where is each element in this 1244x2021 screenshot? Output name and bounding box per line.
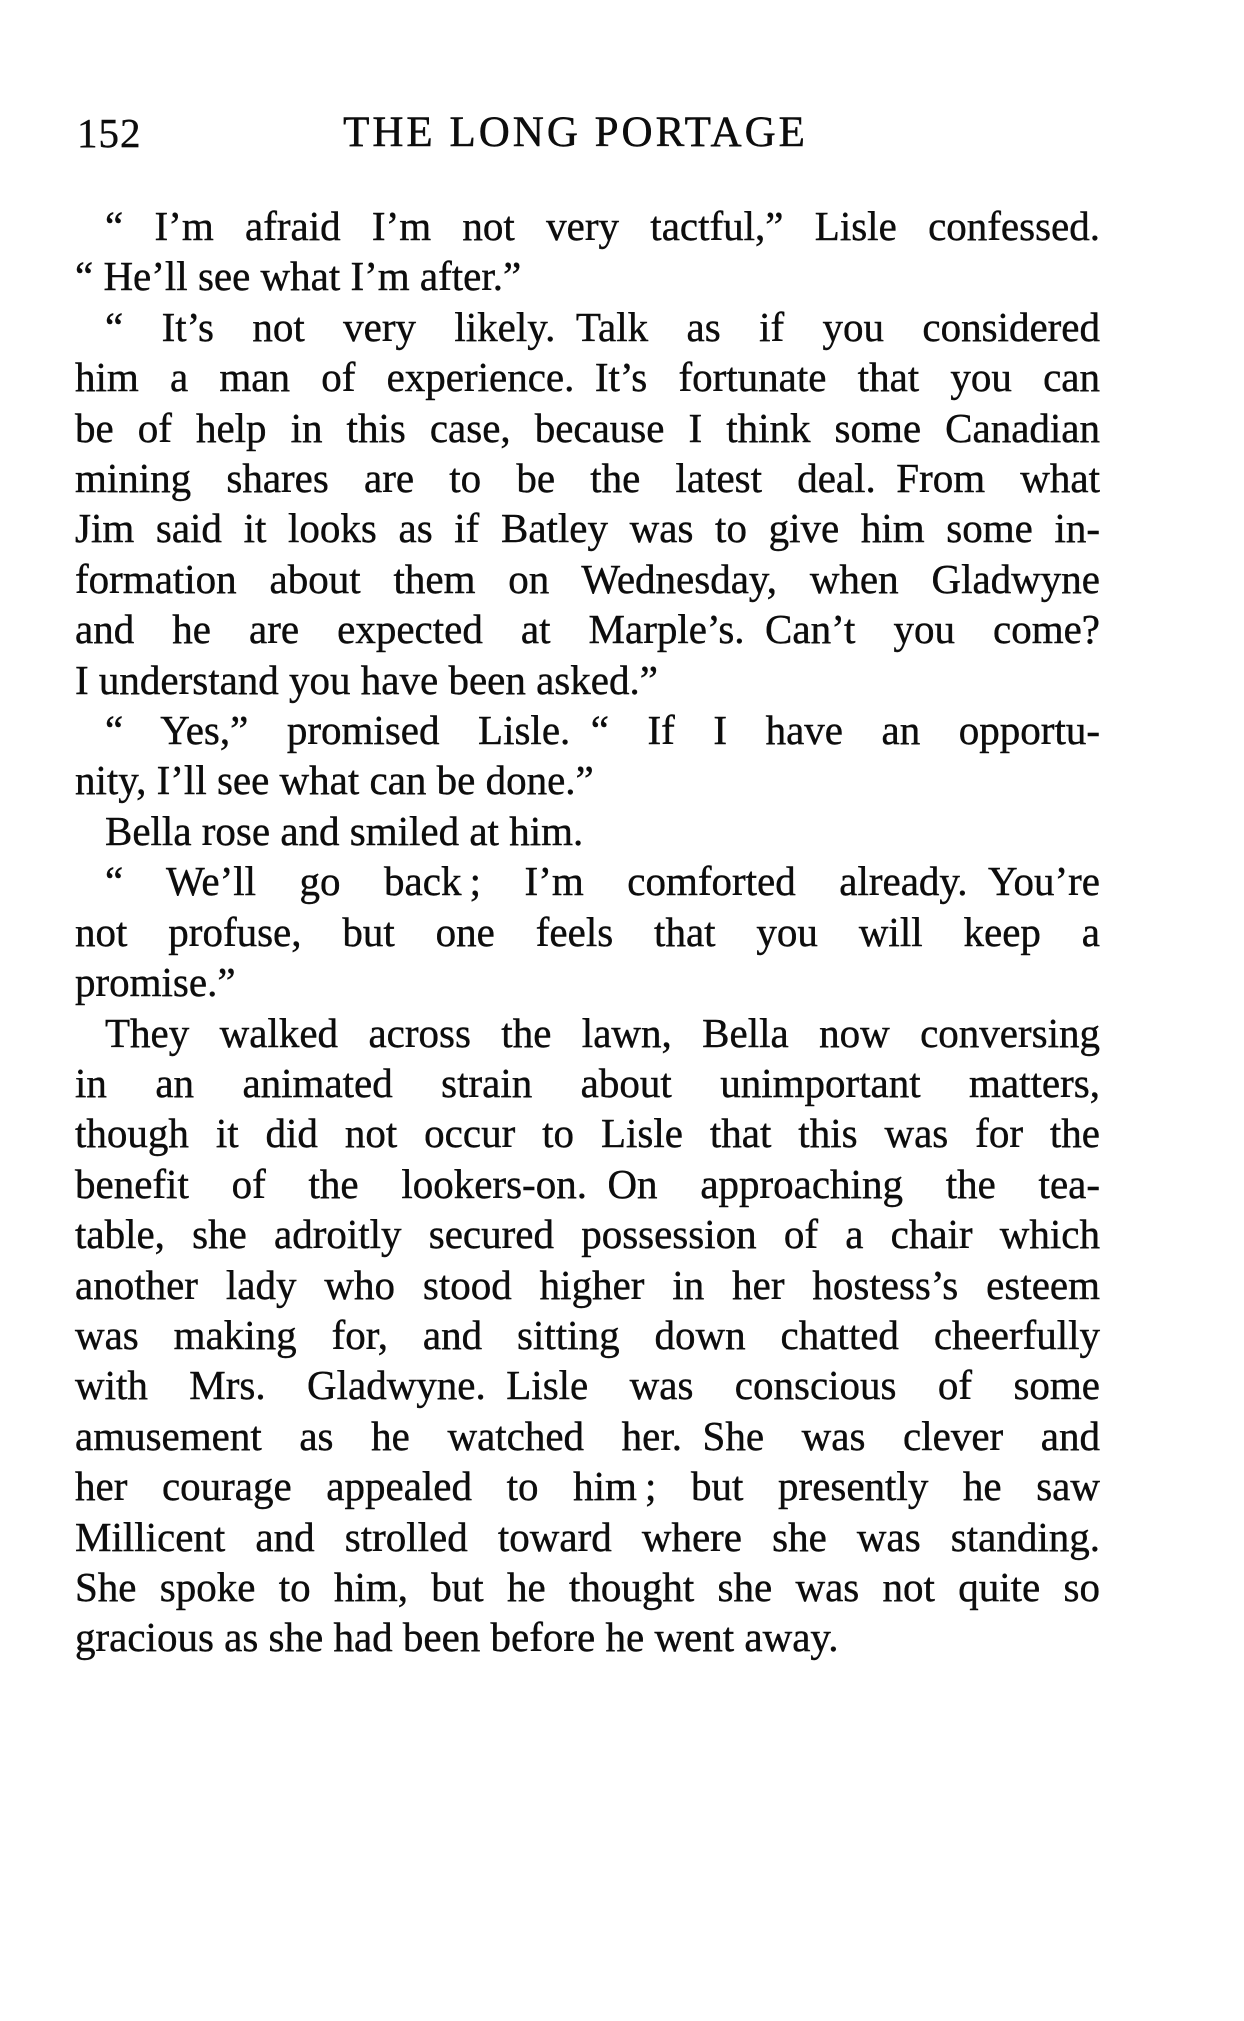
text-line: “ I’m afraid I’m not very tactful,” Lisle confessed.	[105, 203, 1100, 249]
text-line: benefit of the lookers-on. On approaching the tea-	[75, 1160, 1100, 1207]
text-line: gracious as she had been before he went away.	[75, 1614, 839, 1661]
text-line: mining shares are to be the latest deal. From what	[75, 455, 1100, 502]
text-line: Millicent and strolled toward where she was standing.	[75, 1513, 1100, 1560]
paragraph	[75, 705, 1100, 806]
text-line: “ It’s not very likely. Talk as if you considered	[105, 303, 1100, 350]
running-header	[75, 108, 1100, 160]
text-line: be of help in this case, because I think some Canadian	[75, 404, 1100, 451]
text-line: was making for, and sitting down chatted cheerfully	[75, 1311, 1100, 1358]
text-line: They walked across the lawn, Bella now conversing	[105, 1009, 1100, 1056]
text-line: She spoke to him, but he thought she was not quite so	[75, 1563, 1100, 1610]
page-number: 152	[77, 110, 142, 156]
text-line: formation about them on Wednesday, when Gladwyne	[75, 555, 1100, 602]
running-title: THE LONG PORTAGE	[343, 109, 808, 156]
text-line: “ He’ll see what I’m after.”	[75, 253, 522, 300]
text-line: another lady who stood higher in her hostess’s esteem	[75, 1261, 1100, 1308]
text-line: “ Yes,” promised Lisle. “ If I have an opportu-	[105, 707, 1100, 754]
page-body	[75, 201, 1100, 1663]
paragraph	[75, 806, 1100, 856]
text-line: nity, I’ll see what can be done.”	[75, 757, 594, 804]
text-line: table, she adroitly secured possession of a chair which	[75, 1211, 1100, 1258]
text-line: her courage appealed to him ; but presently he saw	[75, 1463, 1100, 1510]
paragraph	[75, 201, 1100, 302]
text-line: I understand you have been asked.”	[75, 656, 658, 703]
text-line: him a man of experience. It’s fortunate that you can	[75, 354, 1100, 401]
text-line: Bella rose and smiled at him.	[105, 807, 584, 854]
text-line: Jim said it looks as if Batley was to give him some in-	[75, 505, 1100, 552]
text-line: not profuse, but one feels that you will keep a	[75, 908, 1100, 955]
text-line: though it did not occur to Lisle that this was for the	[75, 1110, 1100, 1157]
text-line: and he are expected at Marple’s. Can’t you come?	[75, 606, 1100, 653]
paragraph	[75, 1008, 1100, 1663]
text-line: “ We’ll go back ; I’m comforted already. You’re	[105, 858, 1100, 905]
paragraph	[75, 302, 1100, 705]
text-line: with Mrs. Gladwyne. Lisle was conscious of some	[75, 1362, 1100, 1409]
text-line: in an animated strain about unimportant matters,	[75, 1059, 1100, 1106]
paragraph	[75, 856, 1100, 1007]
text-line: promise.”	[75, 959, 236, 1006]
text-line: amusement as he watched her. She was clever and	[75, 1412, 1100, 1459]
